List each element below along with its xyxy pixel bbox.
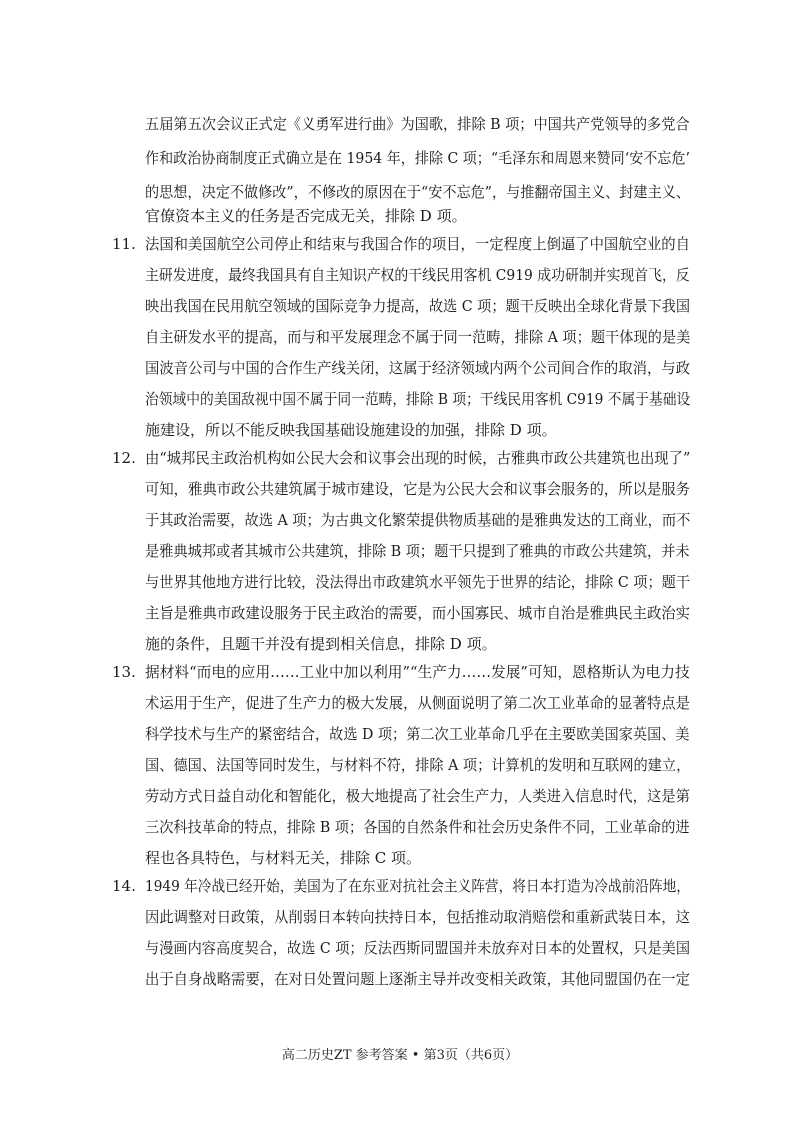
- text-line: 三次科技革命的特点，排除 B 项；各国的自然条件和社会历史条件不同，工业革命的进: [145, 818, 690, 836]
- text-line: 与漫画内容高度契合，故选 C 项；反法西斯同盟国并未放弃对日本的处置权，只是美国: [145, 939, 691, 957]
- text-line: 的思想，决定不做修改”，不修改的原因在于“安不忘危”，与推翻帝国主义、封建主义、: [145, 183, 691, 201]
- continuation-paragraph: [0, 0, 800, 235]
- text-line: 官僚资本主义的任务是否完成无关，排除 D 项。: [145, 207, 467, 225]
- text-line: 国波音公司与中国的合作生产线关闭，这属于经济领域内两个公司间合作的取消，与政: [145, 359, 690, 377]
- answer-number: 13.: [112, 663, 136, 681]
- answer-number: 12.: [112, 449, 136, 467]
- text-line: 据材料“而电的应用……工业中加以利用”“生产力……发展”可知，恩格斯认为电力技: [145, 663, 690, 681]
- text-line: 于其政治需要，故选 A 项；为古典文化繁荣提供物质基础的是雅典发达的工商业，而不: [145, 511, 691, 529]
- text-line: 五届第五次会议正式定《义勇军进行曲》为国歌，排除 B 项；中国共产党领导的多党合: [145, 115, 690, 133]
- text-line: 治领域中的美国敌视中国不属于同一范畴，排除 B 项；干线民用客机 C919 不属于基础设: [145, 390, 691, 408]
- answer-number: 14.: [112, 877, 136, 895]
- text-line: 是雅典城邦或者其城市公共建筑，排除 B 项；题干只提到了雅典的市政公共建筑，并未: [145, 542, 690, 560]
- text-line: 作和政治协商制度正式确立是在 1954 年，排除 C 项；“毛泽东和周恩来赞同‘安不忘危’: [145, 149, 690, 167]
- text-line: 施建设，所以不能反映我国基础设施建设的加强，排除 D 项。: [145, 421, 557, 439]
- text-line: 映出我国在民用航空领域的国际竞争力提高，故选 C 项；题干反映出全球化背景下我国: [145, 297, 691, 315]
- text-line: 施的条件，且题干并没有提到相关信息，排除 D 项。: [145, 635, 497, 653]
- text-line: 国、德国、法国等同时发生，与材料不符，排除 A 项；计算机的发明和互联网的建立，: [145, 756, 691, 774]
- text-line: 自主研发水平的提高，而与和平发展理念不属于同一范畴，排除 A 项；题干体现的是美: [145, 328, 691, 346]
- text-line: 出于自身战略需要，在对日处置问题上逐渐主导并改变相关政策，其他同盟国仍在一定: [145, 970, 690, 988]
- text-line: 科学技术与生产的紧密结合，故选 D 项；第二次工业革命几乎在主要欧美国家英国、美: [145, 725, 690, 743]
- text-line: 可知，雅典市政公共建筑属于城市建设，它是为公民大会和议事会服务的，所以是服务: [145, 480, 690, 498]
- text-line: 法国和美国航空公司停止和结束与我国合作的项目，一定程度上倒逼了中国航空业的自: [145, 235, 690, 253]
- text-line: 程也各具特色，与材料无关，排除 C 项。: [145, 849, 422, 867]
- page-footer: 高二历史ZT 参考答案 • 第3页（共6页）: [281, 1048, 519, 1063]
- text-line: 主旨是雅典市政建设服务于民主政治的需要，而小国寡民、城市自治是雅典民主政治实: [145, 604, 690, 622]
- text-line: 主研发进度，最终我国具有自主知识产权的干线民用客机 C919 成功研制并实现首飞，反: [145, 266, 690, 284]
- answer-number: 11.: [112, 235, 136, 253]
- text-line: 术运用于生产，促进了生产力的极大发展，从侧面说明了第二次工业革命的显著特点是: [145, 694, 690, 712]
- text-line: 由“城邦民主政治机构如公民大会和议事会出现的时候，古雅典市政公共建筑也出现了”: [145, 449, 691, 467]
- text-line: 因此调整对日政策，从削弱日本转向扶持日本，包括推动取消赔偿和重新武装日本，这: [145, 908, 690, 926]
- text-line: 劳动方式日益自动化和智能化，极大地提高了社会生产力，人类进入信息时代，这是第: [145, 787, 690, 805]
- text-line: 1949 年冷战已经开始，美国为了在东亚对抗社会主义阵营，将日本打造为冷战前沿阵地，: [145, 877, 690, 895]
- text-line: 与世界其他地方进行比较，没法得出市政建筑水平领先于世界的结论，排除 C 项；题干: [145, 573, 691, 591]
